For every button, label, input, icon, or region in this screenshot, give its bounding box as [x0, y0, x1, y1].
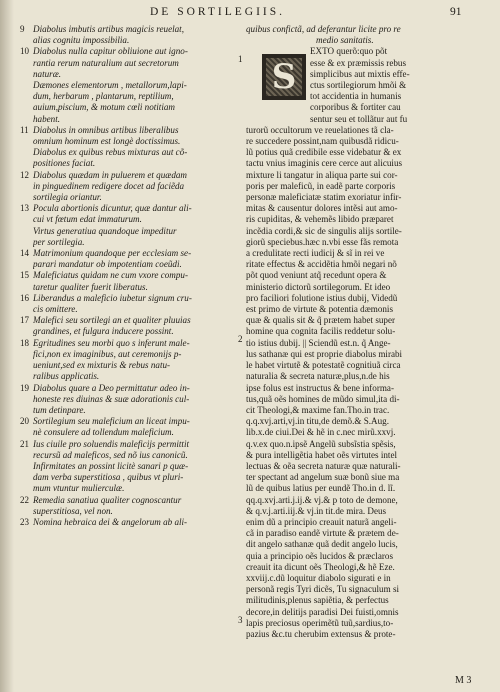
- intro-line: quibus confictã, ad deferantur licite pro re: [246, 24, 401, 34]
- margin-number: 3: [238, 615, 243, 625]
- text-line: ritate effectus & accidẽtia hmõi negari nõ: [246, 259, 397, 270]
- entry-line: naturæ.: [33, 68, 62, 79]
- text-line: & pura intelligẽtia habet oẽs virtutes intel: [246, 449, 398, 460]
- text-line: tio istius dubij. || Sciendũ est.n. q̃ Ange-: [246, 337, 391, 348]
- entry-text: [33, 517, 242, 528]
- entry-line: fici,non ex imaginibus, aut ceremonijs p-: [33, 348, 182, 359]
- entry-text: [33, 203, 242, 225]
- entry-line: nè consulere ad tollendum maleficium.: [33, 427, 174, 438]
- entry-number: 16: [20, 292, 29, 303]
- entry-line: dam verba superstitiosa , quibus vt pluri-: [33, 472, 184, 483]
- text-line: tus,quã oẽs homines de mũdo simul,ita di-: [246, 393, 400, 404]
- entry-text: [33, 170, 242, 204]
- summary-entry: [20, 24, 242, 46]
- entry-line: positiones faciat.: [33, 158, 96, 169]
- text-line: a credulitate recti iudicij & sĩ in rei ve: [246, 248, 385, 259]
- entry-line: per sortilegia.: [33, 236, 85, 247]
- summary-entry: [20, 517, 242, 528]
- text-line: decore,in delitijs paradisi Dei fuisti,omnis: [246, 606, 399, 617]
- entry-line: Maleficiatus quidam ne cum vxore compu-: [33, 270, 188, 281]
- entry-line: in pinguedinem redigere docet ad faciẽda: [33, 180, 185, 191]
- summary-entry: [20, 416, 242, 438]
- entry-line: alias cognitu impossibilia.: [33, 35, 130, 46]
- gutter-shadow: [0, 0, 14, 692]
- entry-line: dum, herbarum , plantarum, reptilium,: [33, 91, 174, 102]
- entry-text: [33, 270, 242, 292]
- text-line: pro faciliori folutione istius dubij, Videdũ: [246, 292, 398, 303]
- text-line: ris cupiditas, & vehemẽs libido præparet: [246, 214, 394, 225]
- running-head: [0, 6, 500, 22]
- signature-mark: M 3: [455, 675, 472, 686]
- text-line: & q.v.j.arti.iij.& vj.in tit.de mira. Deus: [246, 505, 387, 516]
- entry-number: 20: [20, 416, 29, 427]
- text-line: turorũ occultorum ve reuelationes tã cla-: [246, 124, 394, 135]
- margin-number: 1: [238, 54, 243, 64]
- entry-line: Egritudines seu morbi quo s inferunt male-: [33, 337, 190, 348]
- entry-number: [20, 80, 33, 125]
- entry-text: [33, 338, 242, 383]
- entry-number: 11: [20, 124, 29, 135]
- text-line: lapis preciosus operimẽtũ tuũ,sardius,to-: [246, 617, 394, 628]
- summary-entry: [20, 80, 242, 125]
- entry-line: Dæmones elementorum , metallorum,lapi-: [33, 80, 187, 91]
- summary-entry: [20, 147, 242, 169]
- entry-line: ralibus applicatis.: [33, 371, 100, 382]
- entry-number: 18: [20, 337, 29, 348]
- entry-line: auium,piscium, & motum cœli notitiam: [33, 102, 175, 113]
- text-line: lũ de quibus latius per eundẽ Tho.in d. lĩ.: [246, 483, 396, 494]
- entry-line: parari mandatur ob impotentiam coeũdi.: [33, 259, 182, 270]
- entry-number: 23: [20, 516, 29, 527]
- summary-entry: [20, 248, 242, 270]
- entry-text: [33, 46, 242, 80]
- decorated-initial: [262, 54, 306, 100]
- text-line: esse & ex præmissis rebus: [310, 57, 406, 68]
- text-line: cit Theologi,& maxime fan.Tho.in trac.: [246, 404, 390, 415]
- entry-text: [33, 439, 242, 461]
- summary-entry: [20, 293, 242, 315]
- entry-line: Matrimonium quandoque per ecclesiam se-: [33, 248, 192, 259]
- entry-line: honeste res diuinas & suæ adorationis cul-: [33, 393, 190, 404]
- text-line: lectuas & oẽa secreta naturæ quæ naturali-: [246, 460, 401, 471]
- entry-line: recursũ ad maleficos, sed nõ ius canonicũ.: [33, 449, 188, 460]
- initial-ornament: [266, 58, 302, 96]
- entry-number: 15: [20, 270, 29, 281]
- text-line: personã regis Tyri dicẽs, Tu signaculum si: [246, 584, 400, 595]
- entry-line: Nomina hebraica dei & angelorum ab ali-: [33, 516, 188, 527]
- text-column: [238, 24, 486, 640]
- summary-entry: [20, 203, 242, 225]
- summary-entry: [20, 461, 242, 495]
- margin-number: 2: [238, 334, 243, 344]
- text-line: ipse folus est instructus & bene informa-: [246, 382, 394, 393]
- text-line: lũ potius quã credibile esse videbatur & ex: [246, 147, 402, 158]
- entry-line: Diabolus imbutis artibus magicis reuelat,: [33, 24, 184, 34]
- entry-line: sortilegia oriantur.: [33, 192, 102, 203]
- entry-number: 17: [20, 315, 29, 326]
- entry-line: cis omittere.: [33, 304, 78, 315]
- summary-column: [20, 24, 242, 528]
- text-line: incẽdia cordi,& sic de singulis alijs sortile-: [246, 225, 402, 236]
- entry-line: Ius ciuile pro soluendis maleficijs permittit: [33, 438, 190, 449]
- text-line: personæ maleficiatæ statim exoriatur infir-: [246, 192, 402, 203]
- summary-entry: [20, 170, 242, 204]
- summary-entry: [20, 46, 242, 80]
- text-line: le habet virtutẽ & potestatẽ cognitiuã circa: [246, 360, 401, 371]
- entry-number: 21: [20, 438, 29, 449]
- entry-line: grandines, et fulgura inducere possint.: [33, 326, 174, 337]
- text-line: mixture li tangatur in aliqua parte sui cor-: [246, 169, 398, 180]
- entry-number: 9: [20, 24, 25, 34]
- text-line: cã in paradiso eandẽ virtute & prætem de-: [246, 528, 399, 539]
- entry-text: [33, 226, 242, 248]
- running-head-title: DE SORTILEGIIS.: [150, 6, 286, 18]
- entry-line: tum detinpare.: [33, 404, 86, 415]
- text-line: quæ & qualis sit & q̃ prætem habet super: [246, 315, 396, 326]
- entry-line: Diabolus ex quibus rebus mixturas aut cõ-: [33, 147, 188, 158]
- entry-number: 19: [20, 382, 29, 393]
- summary-entry: [20, 383, 242, 417]
- initial-letter: S: [271, 57, 297, 97]
- text-line: corporibus & fortiter cau: [310, 102, 401, 113]
- text-line: simplicibus aut mixtis effe-: [310, 68, 410, 79]
- entry-line: Liberandus a maleficio iubetur signum cru-: [33, 292, 192, 303]
- entry-line: Diabolus nulla capitur obliuione aut igno-: [33, 46, 188, 57]
- text-line: est primo de virtute & potentia dæmonis: [246, 304, 393, 315]
- text-line: enim dũ a principio creauit naturã angeli-: [246, 516, 397, 527]
- text-line: dit angelo sathanæ quã dedit angelo lucis,: [246, 539, 398, 550]
- text-line: militudinis,plenus sapiẽtia, & perfectus: [246, 595, 389, 606]
- intro-line: medio sanitatis.: [316, 35, 374, 46]
- summary-entry: [20, 338, 242, 383]
- entry-line: Pocula abortionis dicuntur, quæ dantur ali-: [33, 203, 192, 214]
- entry-line: Diabolus quare a Deo permittatur adeo in-: [33, 382, 190, 393]
- entry-text: [33, 293, 242, 315]
- summary-entry: [20, 315, 242, 337]
- entry-line: Infirmitates an possint licitè sanari p quæ-: [33, 460, 189, 471]
- summary-entry: [20, 125, 242, 147]
- text-line: põt quod veniunt atq̃ recedunt opera &: [246, 270, 387, 281]
- text-line: mitas & causentur dolores intẽsi aut amo-: [246, 203, 398, 214]
- entry-text: [33, 80, 242, 125]
- text-line: ter spectant ad angelum suæ bonũ siue ma: [246, 472, 400, 483]
- entry-text: [33, 416, 242, 438]
- entry-text: [33, 383, 242, 417]
- entry-line: Virtus generatiua quandoque impeditur: [33, 225, 177, 236]
- entry-line: rantia rerum naturalium aut secretorum: [33, 57, 179, 68]
- text-body: [246, 46, 486, 640]
- text-line: lib.x.de ciui.Dei & hẽ in c.nec mirũ.xxvj.: [246, 427, 396, 438]
- entry-number: [20, 147, 33, 169]
- entry-line: taretur qualiter fuerit liberatus.: [33, 281, 148, 292]
- entry-text: [33, 495, 242, 517]
- text-line: q.q.xvj.arti,vj.in titu,de demõ.& S.Aug.: [246, 416, 389, 427]
- entry-text: [33, 315, 242, 337]
- text-line: re succedere possint,nam quibusdã ridicu-: [246, 136, 399, 147]
- text-line: giorũ speciebus.hæc n.vbi esse fãs remota: [246, 236, 399, 247]
- text-line: quia a principio oẽs lucidos & præclaros: [246, 550, 393, 561]
- text-line: ministerio dictorũ sortilegorum. Et ideo: [246, 281, 391, 292]
- entry-line: Malefici seu sortilegi an et qualiter pluuias: [33, 315, 191, 326]
- text-line: sentur seu et tollãtur aut fu: [310, 113, 408, 124]
- entry-line: Diabolus quædam in puluerem et quædam: [33, 169, 187, 180]
- summary-entry: [20, 495, 242, 517]
- text-line: poris per maleficũ, in eadẽ parte corporis: [246, 180, 396, 191]
- entry-number: 14: [20, 248, 29, 259]
- entry-line: superstitiosa, vel non.: [33, 505, 113, 516]
- entry-line: omnium hominum est longè doctissimus.: [33, 136, 181, 147]
- text-line: tot accidentia in humanis: [310, 91, 402, 102]
- entry-text: [33, 461, 242, 495]
- entry-line: cui vt fœtum edat immaturum.: [33, 214, 142, 225]
- text-line: creauit ita dicunt oẽs Theologi,& hẽ Eze.: [246, 561, 395, 572]
- text-line: naturalia & secreta naturæ,plus,n.de his: [246, 371, 390, 382]
- text-line: tactu vnius imaginis cere cerce aut alicuius: [246, 158, 403, 169]
- entry-number: 22: [20, 494, 29, 505]
- entry-text: [33, 147, 242, 169]
- text-line: pazius &c.tu cherubim extensus & prote-: [246, 628, 396, 639]
- entry-line: ueniunt,sed ex mixturis & rebus natu-: [33, 360, 171, 371]
- entry-line: Remedia sanatiua qualiter cognoscantur: [33, 494, 182, 505]
- entry-number: 12: [20, 169, 29, 180]
- entry-text: [33, 24, 242, 46]
- text-line: EXTO querõ:quo põt: [310, 46, 388, 57]
- entry-number: [20, 226, 33, 248]
- text-line: homine qua cognita facilis reddetur solu-: [246, 326, 396, 337]
- entry-line: Diabolus in omnibus artibus liberalibus: [33, 124, 179, 135]
- entry-text: [33, 248, 242, 270]
- entry-line: habent.: [33, 113, 61, 124]
- entry-number: 10: [20, 46, 29, 57]
- text-line: qq.q.xvj.arti.j.ij.& vj.& p toto de demone,: [246, 494, 398, 505]
- summary-entry: [20, 226, 242, 248]
- text-line: xxviij.c.dũ loquitur diabolo sigurati e in: [246, 572, 391, 583]
- summary-entry: [20, 270, 242, 292]
- entry-number: [20, 461, 33, 495]
- text-line: ctus sortilegiorum hmõi &: [310, 80, 407, 91]
- text-line: q.v.ex quo.n.ipsẽ Angelũ subsĩstia spẽsis,: [246, 438, 396, 449]
- text-line: lus sathanæ qui est proprie diabolus mirabi: [246, 348, 403, 359]
- entry-text: [33, 125, 242, 147]
- page-number: 91: [450, 6, 462, 18]
- summary-entry: [20, 439, 242, 461]
- entry-line: Sortilegium seu maleficium an liceat impu-: [33, 416, 190, 427]
- entry-number: 13: [20, 203, 29, 214]
- entry-line: mum vtuntur mulierculæ.: [33, 483, 125, 494]
